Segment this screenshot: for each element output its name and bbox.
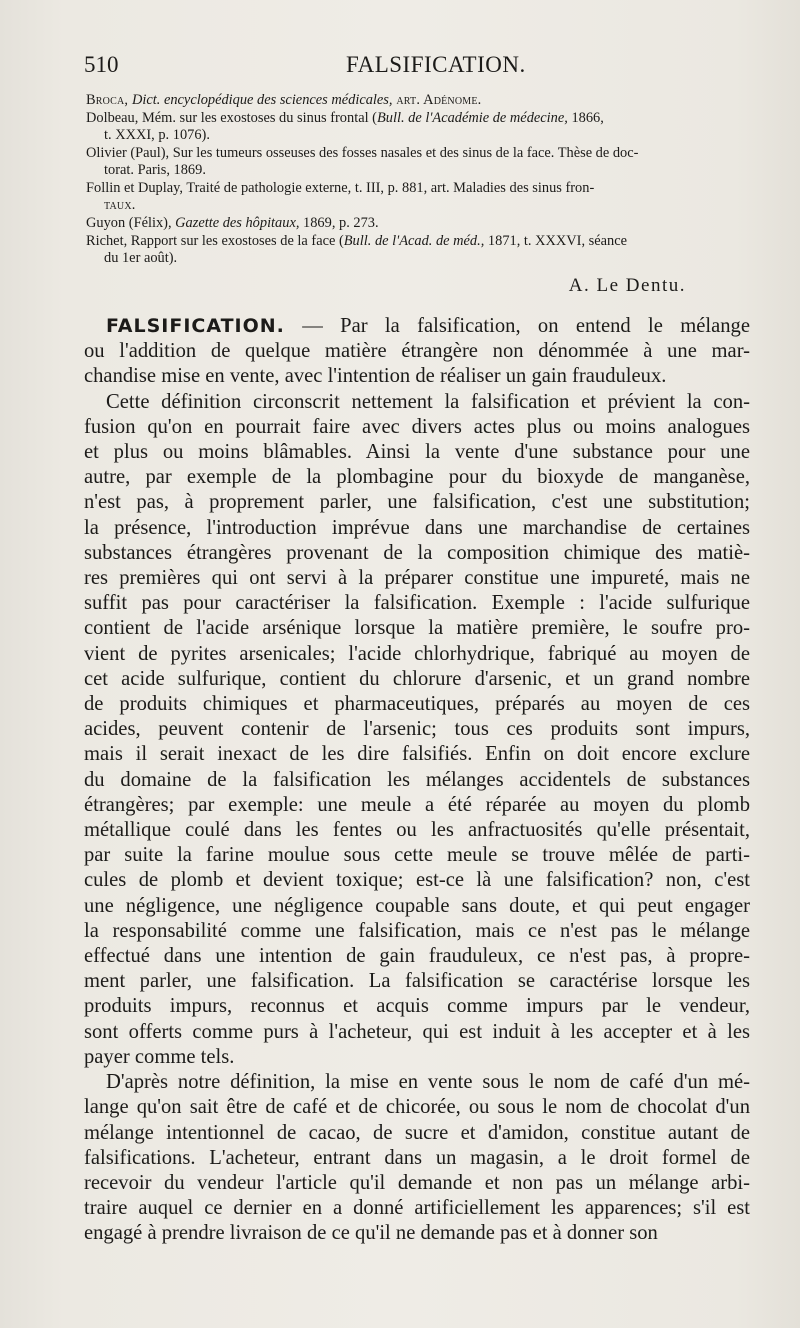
text-line: par suite la farine moulue sous cette meule se trouve mêlée de parti- [84,844,750,867]
paragraph-2 [84,390,750,1070]
text-line: mais il serait inexact de les dire falsifiés. Enfin on doit encore exclure [84,743,750,766]
reference-entry: Olivier (Paul), Sur les tumeurs osseuses des fosses nasales et des sinus de la face. Thèse de doc- torat. Paris, 1869. [86,145,639,178]
text-line: suffit pas pour caractériser la falsification. Exemple : l'acide sulfurique [84,592,750,615]
text-line: n'est pas, à proprement parler, une falsification, c'est une substitution; [84,491,750,514]
text-line: du domaine de la falsification les mélanges accidentels de substances [84,768,750,791]
text-line: contient de l'acide arsénique lorsque la matière première, le soufre pro- [84,617,750,640]
paragraph-1 [84,314,750,390]
reference-entry: Dolbeau, Mém. sur les exostoses du sinus frontal (Bull. de l'Académie de médecine, 1866, t. XXXI, p. 1076). [86,110,604,143]
text-line: res premières qui ont servi à la préparer constitue une impureté, mais ne [84,567,750,590]
text-line: substances étrangères provenant de la composition chimique des matiè- [84,541,750,564]
paragraph-3 [84,1070,750,1246]
text-line: cet acide sulfurique, contient du chlorure d'arsenic, et un grand nombre [84,667,750,690]
article-headword: FALSIFICATION. [106,315,285,337]
running-title: FALSIFICATION. [346,52,526,77]
text-line: recevoir du vendeur l'article qu'il demande et non pas un mélange arbi- [84,1171,750,1194]
text-line: payer comme tels. [84,1045,235,1068]
text-line-rest: — Par la falsification, on entend le mélange [284,315,750,337]
reference-entry: Broca, Dict. encyclopédique des sciences médicales, art. Adénome. [86,92,482,108]
text-line: acides, peuvent contenir de l'arsenic; tous ces produits sont impurs, [84,718,750,741]
text-line: lange qu'on sait être de café et de chicorée, ou sous le nom de chocolat d'un [84,1096,750,1119]
text-line: cules de plomb et devient toxique; est-ce là une falsification? non, c'est [84,869,750,892]
text-line: ment parler, une falsification. La falsification se caractérise lorsque les [84,970,750,993]
text-line: étrangères; par exemple: une meule a été réparée au moyen du plomb [84,793,750,816]
page-header [84,52,740,88]
text-line: vient de pyrites arsenicales; l'acide chlorhydrique, fabriqué au moyen de [84,642,750,665]
text-line [84,314,750,339]
text-line: engagé à prendre livraison de ce qu'il ne demande pas et à donner son [84,1222,658,1245]
text-line: la présence, l'introduction imprévue dans une marchandise de certaines [84,516,750,539]
text-line: et plus ou moins blâmables. Ainsi la vente d'une substance pour une [84,441,750,464]
text-line: chandise mise en vente, avec l'intention de réaliser un gain frauduleux. [84,365,667,388]
text-line: Cette définition circonscrit nettement la falsification et prévient la con- [106,390,750,413]
text-line: D'après notre définition, la mise en vente sous le nom de café d'un mé- [106,1071,750,1094]
reference-entry: Guyon (Félix), Gazette des hôpitaux, 1869, p. 273. [86,215,379,231]
bibliography [86,92,754,268]
author-signature: A. Le Dentu. [568,275,686,296]
article-body [84,314,750,1247]
text-line: produits impurs, reconnus et acquis comme impurs par le vendeur, [84,995,750,1018]
text-line: métallique coulé dans les fentes ou les anfractuosités qu'elle présentait, [84,819,750,842]
reference-entry: Richet, Rapport sur les exostoses de la face (Bull. de l'Acad. de méd., 1871, t. XXXVI, séance du 1er août). [86,233,627,266]
text-line: autre, par exemple de la plombagine pour du bioxyde de manganèse, [84,466,750,489]
text-line: une négligence, une négligence coupable sans doute, et qui peut engager [84,894,750,917]
text-line: de produits chimiques et pharmaceutiques, préparés au moyen de ces [84,693,750,716]
page-number: 510 [84,52,119,77]
text-line: mélange intentionnel de cacao, de sucre et d'amidon, constitue autant de [84,1121,750,1144]
text-line: falsifications. L'acheteur, entrant dans un magasin, a le droit formel de [84,1146,750,1169]
text-line: sont offerts comme purs à l'acheteur, qui est induit à les accepter et à les [84,1020,750,1043]
text-line: fusion qu'on en pourrait faire avec divers actes plus ou moins analogues [84,415,750,438]
text-line: traire auquel ce dernier en a donné artificiellement les apparences; s'il est [84,1197,750,1220]
text-line: la responsabilité comme une falsification, mais ce n'est pas le mélange [84,919,750,942]
text-line: ou l'addition de quelque matière étrangère non dénommée à une mar- [84,340,750,363]
reference-entry: Follin et Duplay, Traité de pathologie externe, t. III, p. 881, art. Maladies des sinus fron- taux. [86,180,595,213]
text-line: effectué dans une intention de gain frauduleux, ce n'est pas, à propre- [84,945,750,968]
